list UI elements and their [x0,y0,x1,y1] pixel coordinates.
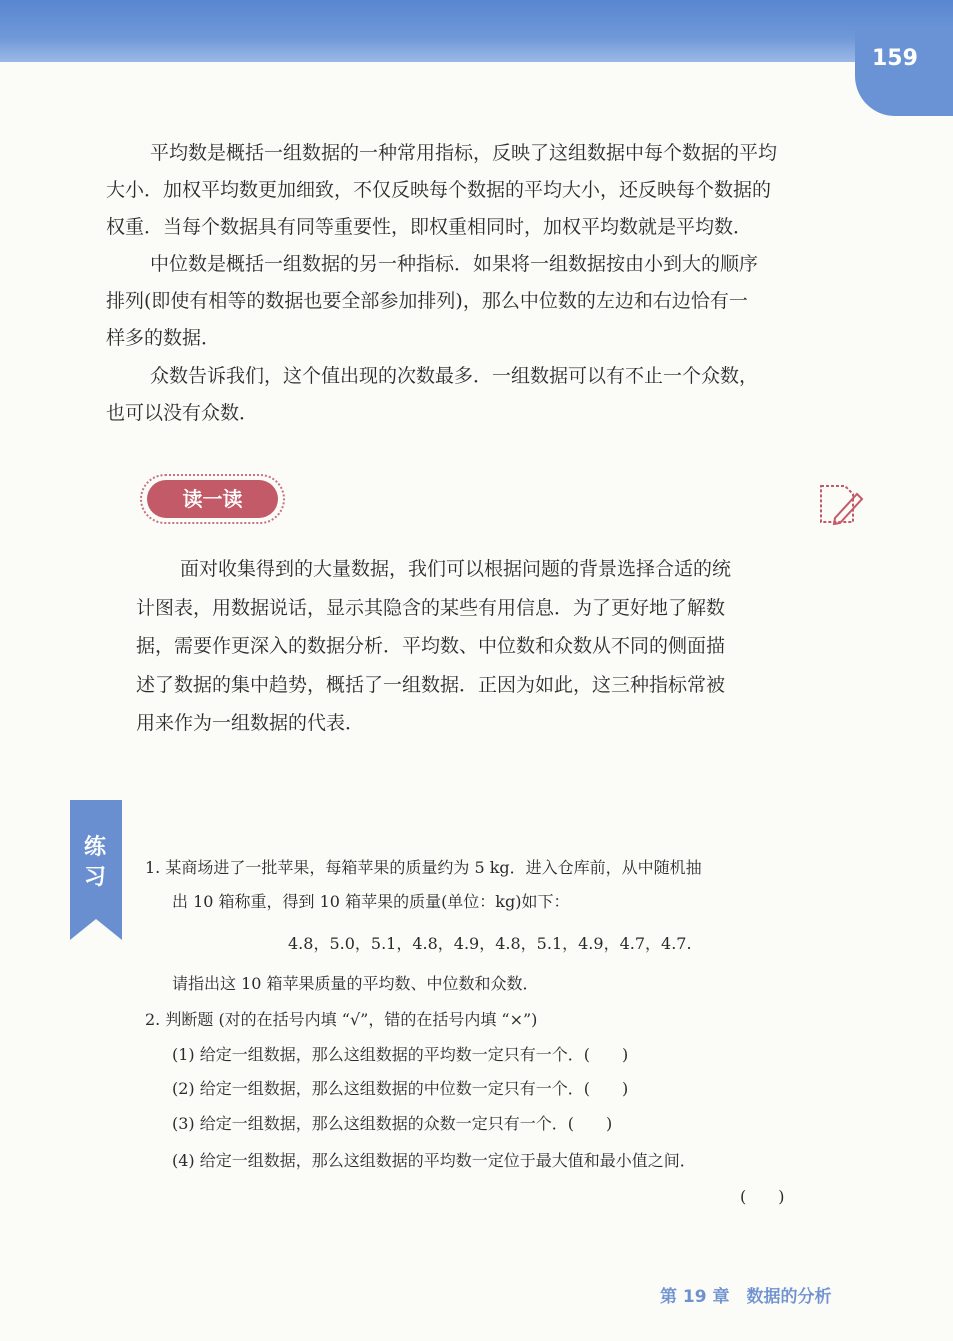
text-line: 大小．加权平均数更加细致，不仅反映每个数据的平均大小，还反映每个数据的 [106,179,772,201]
text-line: 述了数据的集中趋势，概括了一组数据．正因为如此，这三种指标常被 [136,673,726,696]
text-line: 权重．当每个数据具有同等重要性，即权重相同时，加权平均数就是平均数． [106,216,753,238]
paragraph-median [106,246,758,357]
paragraph-mean [106,135,777,246]
text-line: 用来作为一组数据的代表． [136,712,365,734]
text-line: 中位数是概括一组数据的另一种指标．如果将一组数据按由小到大的顺序 [150,253,759,275]
text-line: 平均数是概括一组数据的一种常用指标，反映了这组数据中每个数据的平均 [150,142,778,164]
text-line: 排列(即使有相等的数据也要全部参加排列)，那么中位数的左边和右边恰有一 [106,290,748,312]
text-line: 计图表，用数据说话，显示其隐含的某些有用信息．为了更好地了解数 [136,596,726,619]
exercise-label: 练习 [84,834,107,890]
text-line: 众数告诉我们，这个值出现的次数最多．一组数据可以有不止一个众数， [150,365,759,387]
page-number: 159 [872,46,918,71]
page-number-tab [855,28,953,116]
text-line: 也可以没有众数． [106,402,259,424]
text-line: 面对收集得到的大量数据，我们可以根据问题的背景选择合适的统 [180,558,732,580]
q1-line1: 1. 某商场进了一批苹果，每箱苹果的质量约为 5 kg．进入仓库前，从中随机抽 [145,858,702,877]
paragraph-mode [106,358,758,432]
header-band [0,0,953,62]
q2-title: 2. 判断题 (对的在括号内填 “√”，错的在括号内填 “×”) [145,1010,538,1029]
text-line: 据，需要作更深入的数据分析．平均数、中位数和众数从不同的侧面描 [136,635,726,657]
q1-line2: 出 10 箱称重，得到 10 箱苹果的质量(单位：kg)如下： [172,892,570,911]
read-section-text [136,550,731,743]
q2-item-3: (3) 给定一组数据，那么这组数据的众数一定只有一个．( ) [172,1114,613,1133]
chapter-footer: 第 19 章 数据的分析 [660,1287,832,1307]
q2-item-4: (4) 给定一组数据，那么这组数据的平均数一定位于最大值和最小值之间． [172,1151,696,1170]
q2-item-4-blank: ( ) [740,1187,785,1206]
text-line: 样多的数据． [106,327,221,349]
q1-data: 4.8，5.0，5.1，4.8，4.9，4.8，5.1，4.9，4.7，4.7. [288,934,692,953]
read-section-label: 读一读 [147,480,278,518]
q2-item-1: (1) 给定一组数据，那么这组数据的平均数一定只有一个．( ) [172,1045,629,1064]
q2-item-2: (2) 给定一组数据，那么这组数据的中位数一定只有一个．( ) [172,1079,629,1098]
q1-line3: 请指出这 10 箱苹果质量的平均数、中位数和众数． [172,974,539,993]
note-pencil-icon [815,478,865,532]
